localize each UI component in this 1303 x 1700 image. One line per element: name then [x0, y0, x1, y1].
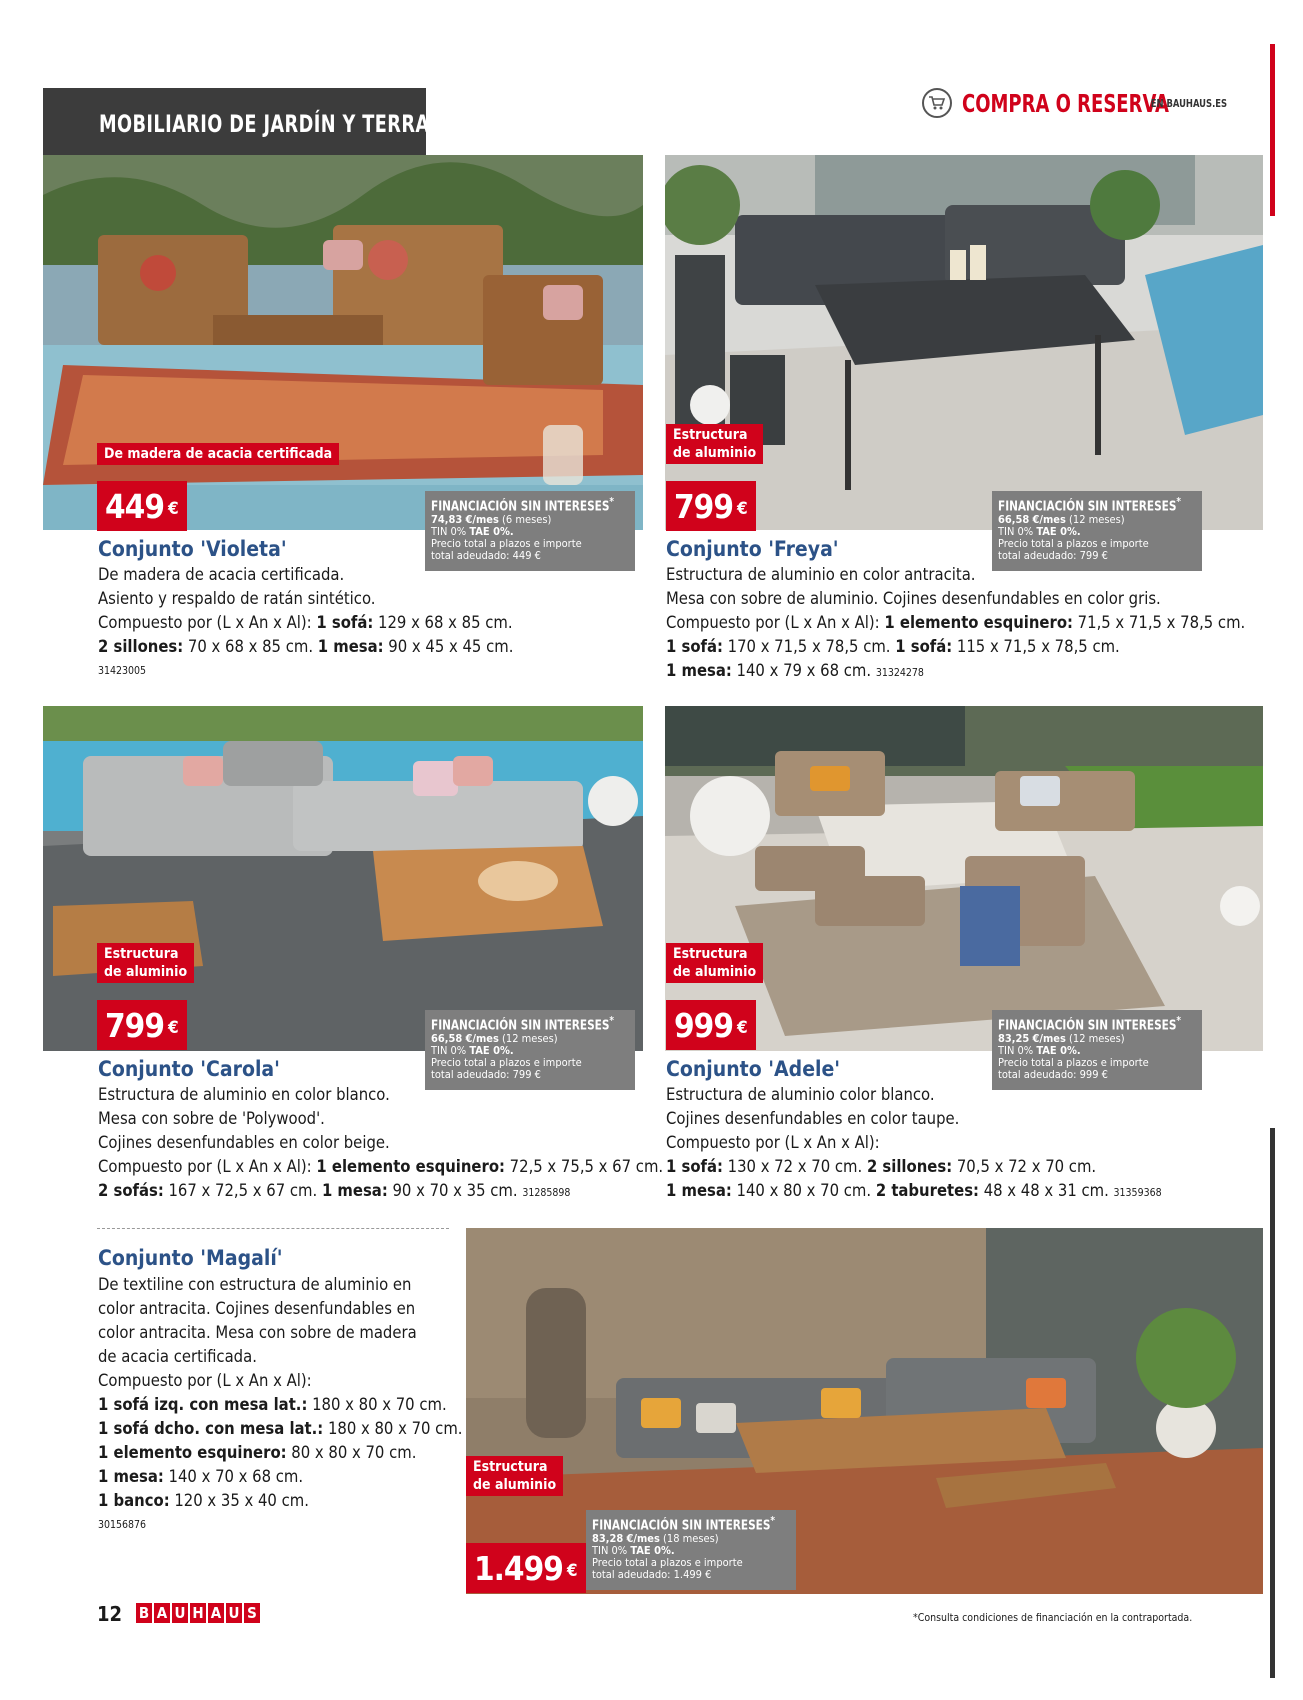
- financing-mark: *: [770, 1514, 776, 1527]
- financing-monthly-unit: €/mes: [465, 513, 499, 527]
- product-desc-adele: [666, 1083, 1162, 1205]
- product-desc-magali: [98, 1273, 463, 1537]
- desc-line: De textiline con estructura de aluminio en: [98, 1275, 412, 1294]
- spec-label: 2 sofás:: [98, 1181, 164, 1200]
- financing-title: FINANCIACIÓN SIN INTERESES: [998, 1018, 1177, 1034]
- spec-value: 90 x 70 x 35 cm.: [387, 1181, 523, 1200]
- financing-monthly: 66,58: [998, 513, 1030, 527]
- financing-tae: TAE 0%.: [469, 1044, 514, 1058]
- price-amount: 999: [674, 1005, 733, 1045]
- spec-label: 1 sofá izq. con mesa lat.:: [98, 1395, 308, 1414]
- financing-box-carola: [425, 1010, 635, 1090]
- spec-value: 80 x 80 x 70 cm.: [286, 1443, 417, 1462]
- feature-tag-line: Estructura: [104, 946, 179, 962]
- spec-label: 1 sofá:: [666, 1157, 723, 1176]
- red-edge-accent: [1270, 44, 1275, 216]
- logo-letter: B: [136, 1603, 152, 1623]
- desc-line: Mesa con sobre de 'Polywood'.: [98, 1109, 325, 1128]
- compose-label: Compuesto por (L x An x Al):: [98, 613, 317, 632]
- product-ref: 30156876: [98, 1519, 147, 1531]
- product-ref: 31423005: [98, 665, 147, 677]
- product-ref: 31359368: [1113, 1187, 1162, 1199]
- feature-tag-line: de aluminio: [673, 964, 757, 980]
- dashed-divider: [97, 1228, 449, 1229]
- financing-total-1: Precio total a plazos e importe: [592, 1556, 743, 1570]
- product-desc-violeta: [98, 563, 513, 683]
- logo-letter: U: [172, 1603, 188, 1623]
- financing-total-2: total adeudado: 799 €: [998, 549, 1108, 563]
- spec-value: 70 x 68 x 85 cm.: [183, 637, 318, 656]
- financing-box-magali: [586, 1510, 796, 1590]
- financing-total-2: total adeudado: 1.499 €: [592, 1568, 712, 1582]
- spec-value: 70,5 x 72 x 70 cm.: [952, 1157, 1097, 1176]
- compose-label: Compuesto por (L x An x Al):: [98, 1157, 317, 1176]
- financing-box-freya: [992, 491, 1202, 571]
- financing-tae: TAE 0%.: [1036, 525, 1081, 539]
- price-amount: 799: [674, 486, 733, 526]
- financing-monthly-unit: €/mes: [1032, 513, 1066, 527]
- spec-value: 130 x 72 x 70 cm.: [722, 1157, 867, 1176]
- financing-total-2: total adeudado: 799 €: [431, 1068, 541, 1082]
- feature-tag-violeta: De madera de acacia certificada: [97, 443, 339, 465]
- financing-box-violeta: [425, 491, 635, 571]
- financing-monthly-unit: €/mes: [465, 1032, 499, 1046]
- dark-edge-accent: [1270, 1128, 1275, 1678]
- product-photo-violeta: [43, 155, 643, 530]
- desc-line: Asiento y respaldo de ratán sintético.: [98, 589, 376, 608]
- financing-title: FINANCIACIÓN SIN INTERESES: [431, 499, 610, 515]
- financing-monthly: 83,25: [998, 1032, 1030, 1046]
- spec-value: 115 x 71,5 x 78,5 cm.: [952, 637, 1120, 656]
- financing-box-adele: [992, 1010, 1202, 1090]
- desc-line: Cojines desenfundables en color taupe.: [666, 1109, 960, 1128]
- price-violeta: [97, 481, 187, 531]
- spec-label: 1 sofá dcho. con mesa lat.:: [98, 1419, 324, 1438]
- desc-line: Cojines desenfundables en color beige.: [98, 1133, 390, 1152]
- product-ref: 31324278: [875, 667, 924, 679]
- financing-term: (12 meses): [502, 1032, 558, 1046]
- financing-title: FINANCIACIÓN SIN INTERESES: [431, 1018, 610, 1034]
- section-title: MOBILIARIO DE JARDÍN Y TERRAZAS: [99, 110, 471, 138]
- logo-letter: U: [226, 1603, 242, 1623]
- financing-mark: *: [609, 495, 615, 508]
- desc-line: Compuesto por (L x An x Al):: [666, 1133, 880, 1152]
- logo-letter: A: [208, 1603, 224, 1623]
- spec-value: 140 x 70 x 68 cm.: [163, 1467, 304, 1486]
- financing-tae: TAE 0%.: [469, 525, 514, 539]
- spec-label: 1 sofá:: [316, 613, 374, 632]
- financing-monthly: 74,83: [431, 513, 463, 527]
- product-title-carola: Conjunto 'Carola': [98, 1057, 280, 1081]
- product-title-magali: Conjunto 'Magalí': [98, 1246, 283, 1270]
- feature-tag-line: Estructura: [473, 1459, 548, 1475]
- financing-title: FINANCIACIÓN SIN INTERESES: [998, 499, 1177, 515]
- shop-link[interactable]: [922, 88, 1234, 118]
- feature-tag-line: de aluminio: [104, 964, 188, 980]
- feature-tag-line: de aluminio: [673, 445, 757, 461]
- price-magali: [466, 1543, 586, 1593]
- financing-monthly-unit: €/mes: [626, 1532, 660, 1546]
- financing-tae: TAE 0%.: [1036, 1044, 1081, 1058]
- desc-line: De madera de acacia certificada.: [98, 565, 345, 584]
- feature-tag-line: Estructura: [673, 946, 748, 962]
- spec-value: 90 x 45 x 45 cm.: [383, 637, 514, 656]
- price-freya: [666, 481, 756, 531]
- financing-mark: *: [1176, 495, 1182, 508]
- financing-tin: TIN 0%: [998, 1044, 1034, 1058]
- desc-line: color antracita. Cojines desenfundables en: [98, 1299, 416, 1318]
- spec-value: 72,5 x 75,5 x 67 cm.: [504, 1157, 664, 1176]
- product-title-adele: Conjunto 'Adele': [666, 1057, 841, 1081]
- financing-total-1: Precio total a plazos e importe: [431, 1056, 582, 1070]
- spec-label: 1 mesa:: [666, 661, 732, 680]
- feature-tag-magali: [466, 1456, 563, 1496]
- price-amount: 449: [105, 486, 164, 526]
- bauhaus-logo: [136, 1603, 260, 1623]
- shopping-cart-icon: [922, 88, 952, 118]
- spec-label: 2 sillones:: [98, 637, 184, 656]
- financing-title: FINANCIACIÓN SIN INTERESES: [592, 1518, 771, 1534]
- spec-label: 1 elemento esquinero:: [98, 1443, 287, 1462]
- price-currency: €: [167, 499, 179, 519]
- desc-line: Estructura de aluminio en color blanco.: [98, 1085, 390, 1104]
- financing-monthly: 83,28: [592, 1532, 624, 1546]
- financing-tin: TIN 0%: [431, 1044, 467, 1058]
- price-amount: 1.499: [474, 1548, 563, 1588]
- financing-monthly-unit: €/mes: [1032, 1032, 1066, 1046]
- spec-value: 170 x 71,5 x 78,5 cm.: [722, 637, 896, 656]
- financing-tae: TAE 0%.: [630, 1544, 675, 1558]
- spec-label: 2 sillones:: [866, 1157, 953, 1176]
- financing-total-1: Precio total a plazos e importe: [998, 1056, 1149, 1070]
- feature-tag-line: Estructura: [673, 427, 748, 443]
- desc-line: color antracita. Mesa con sobre de madera: [98, 1323, 417, 1342]
- spec-value: 167 x 72,5 x 67 cm.: [163, 1181, 322, 1200]
- footnote: *Consulta condiciones de financiación en la contraportada.: [913, 1612, 1193, 1624]
- financing-total-1: Precio total a plazos e importe: [998, 537, 1149, 551]
- spec-value: 140 x 79 x 68 cm.: [731, 661, 876, 680]
- financing-tin: TIN 0%: [431, 525, 467, 539]
- feature-tag-freya: [666, 424, 763, 464]
- spec-value: 140 x 80 x 70 cm.: [731, 1181, 876, 1200]
- feature-tag-adele: [666, 943, 763, 983]
- desc-line: Compuesto por (L x An x Al):: [98, 1371, 312, 1390]
- product-ref: 31285898: [522, 1187, 571, 1199]
- spec-value: 129 x 68 x 85 cm.: [373, 613, 513, 632]
- financing-term: (12 meses): [1069, 513, 1125, 527]
- financing-monthly: 66,58: [431, 1032, 463, 1046]
- spec-label: 1 elemento esquinero:: [884, 613, 1073, 632]
- spec-label: 1 banco:: [98, 1491, 170, 1510]
- financing-total-2: total adeudado: 999 €: [998, 1068, 1108, 1082]
- page-number: 12: [97, 1602, 123, 1626]
- spec-value: 48 x 48 x 31 cm.: [978, 1181, 1114, 1200]
- price-amount: 799: [105, 1005, 164, 1045]
- financing-term: (6 meses): [502, 513, 552, 527]
- shop-cta[interactable]: COMPRA O RESERVA: [962, 88, 1169, 118]
- spec-label: 1 mesa:: [317, 637, 384, 656]
- logo-letter: H: [190, 1603, 206, 1623]
- desc-line: de acacia certificada.: [98, 1347, 257, 1366]
- feature-tag-line: de aluminio: [473, 1477, 557, 1493]
- price-currency: €: [566, 1561, 578, 1581]
- spec-value: 71,5 x 71,5 x 78,5 cm.: [1072, 613, 1246, 632]
- shop-site[interactable]: EN BAUHAUS.ES: [1150, 96, 1228, 110]
- spec-label: 1 sofá:: [895, 637, 953, 656]
- price-currency: €: [736, 499, 748, 519]
- product-photo-freya: [665, 155, 1263, 530]
- price-carola: [97, 1000, 187, 1050]
- product-title-violeta: Conjunto 'Violeta': [98, 537, 287, 561]
- spec-label: 1 mesa:: [666, 1181, 732, 1200]
- logo-letter: S: [244, 1603, 260, 1623]
- section-header: [43, 88, 471, 155]
- price-currency: €: [167, 1018, 179, 1038]
- product-desc-carola: [98, 1083, 663, 1205]
- financing-term: (18 meses): [663, 1532, 719, 1546]
- feature-tag-carola: [97, 943, 194, 983]
- logo-letter: A: [154, 1603, 170, 1623]
- product-title-freya: Conjunto 'Freya': [666, 537, 839, 561]
- financing-total-1: Precio total a plazos e importe: [431, 537, 582, 551]
- spec-label: 1 mesa:: [321, 1181, 388, 1200]
- financing-term: (12 meses): [1069, 1032, 1125, 1046]
- spec-label: 1 sofá:: [666, 637, 723, 656]
- price-currency: €: [736, 1018, 748, 1038]
- desc-line: Mesa con sobre de aluminio. Cojines desenfundables en color gris.: [666, 589, 1161, 608]
- spec-value: 180 x 80 x 70 cm.: [307, 1395, 447, 1414]
- spec-value: 180 x 80 x 70 cm.: [323, 1419, 463, 1438]
- price-adele: [666, 1000, 756, 1050]
- desc-line: Estructura de aluminio color blanco.: [666, 1085, 935, 1104]
- product-desc-freya: [666, 563, 1245, 685]
- spec-value: 120 x 35 x 40 cm.: [169, 1491, 309, 1510]
- compose-label: Compuesto por (L x An x Al):: [666, 613, 885, 632]
- spec-label: 1 mesa:: [98, 1467, 164, 1486]
- spec-label: 2 taburetes:: [875, 1181, 979, 1200]
- spec-label: 1 elemento esquinero:: [316, 1157, 505, 1176]
- financing-mark: *: [609, 1014, 615, 1027]
- financing-tin: TIN 0%: [998, 525, 1034, 539]
- financing-total-2: total adeudado: 449 €: [431, 549, 541, 563]
- financing-mark: *: [1176, 1014, 1182, 1027]
- desc-line: Estructura de aluminio en color antracita.: [666, 565, 976, 584]
- financing-tin: TIN 0%: [592, 1544, 628, 1558]
